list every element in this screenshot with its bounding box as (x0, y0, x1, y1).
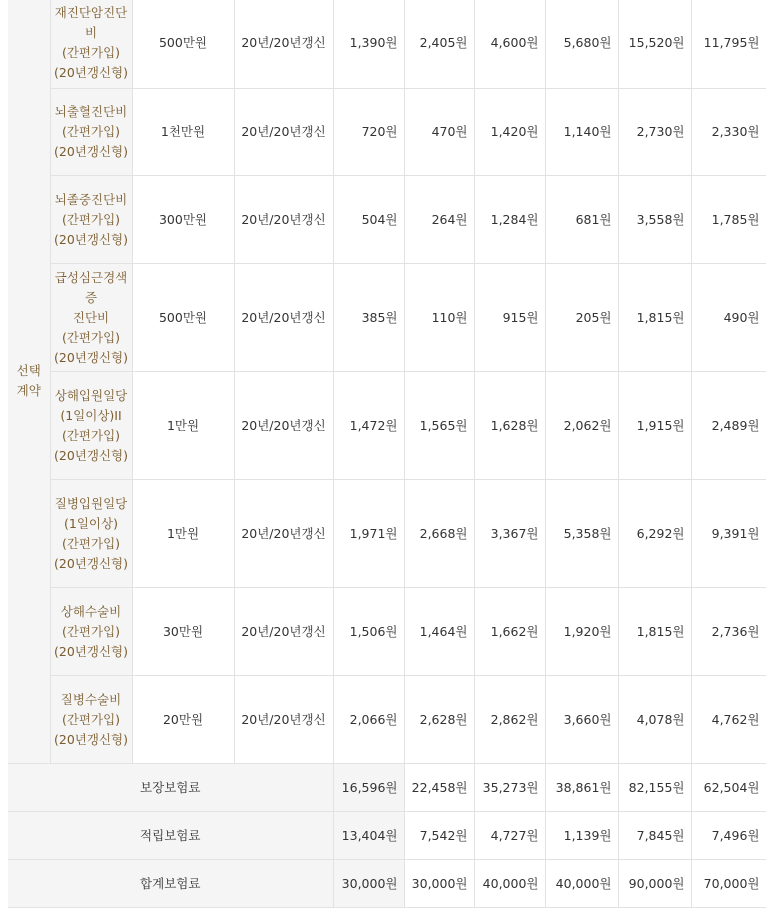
premium-value-cell: 2,730원 (618, 89, 691, 176)
text-line: (20년갱신형) (54, 349, 128, 365)
summary-label-cell: 적립보험료 (8, 812, 333, 860)
premium-value-cell: 681원 (545, 176, 618, 264)
summary-value-cell: 40,000원 (474, 860, 545, 908)
text-line: (20년갱신형) (54, 447, 128, 463)
text-line: 급성심근경색증 (54, 269, 128, 305)
summary-value-cell: 90,000원 (618, 860, 691, 908)
premium-value-cell: 720원 (333, 89, 404, 176)
summary-value-cell: 7,845원 (618, 812, 691, 860)
coverage-period-cell: 20년/20년갱신 (234, 588, 333, 676)
table-row (8, 676, 766, 764)
summary-value-cell: 30,000원 (333, 860, 404, 908)
text-line: (20년갱신형) (54, 643, 128, 659)
premium-value-cell: 1,506원 (333, 588, 404, 676)
text-line: 뇌출혈진단비 (54, 104, 128, 119)
premium-value-cell: 2,862원 (474, 676, 545, 764)
summary-value-cell: 38,861원 (545, 764, 618, 812)
premium-value-cell: 2,668원 (404, 480, 474, 588)
summary-value-cell: 1,139원 (545, 812, 618, 860)
text-line: (간편가입) (61, 623, 121, 639)
text-line: (간편가입) (61, 211, 121, 227)
summary-value-cell: 22,458원 (404, 764, 474, 812)
coverage-amount-cell: 300만원 (132, 176, 234, 264)
premium-value-cell: 1,472원 (333, 372, 404, 480)
summary-value-cell: 7,496원 (691, 812, 766, 860)
text-line: 질병입원일당 (54, 495, 128, 511)
group-label-cell (8, 0, 50, 764)
premium-value-cell: 15,520원 (618, 0, 691, 89)
coverage-name-cell (50, 676, 132, 764)
text-line: (20년갱신형) (54, 231, 128, 247)
premium-value-cell: 4,600원 (474, 0, 545, 89)
text-line: (간편가입) (61, 124, 121, 139)
text-line: (20년갱신형) (54, 731, 128, 747)
coverage-period-cell: 20년/20년갱신 (234, 176, 333, 264)
premium-value-cell: 5,680원 (545, 0, 618, 89)
table-row (8, 89, 766, 176)
text-line: 뇌졸중진단비 (54, 191, 128, 207)
premium-value-cell: 2,489원 (691, 372, 766, 480)
premium-value-cell: 6,292원 (618, 480, 691, 588)
coverage-period-cell: 20년/20년갱신 (234, 0, 333, 89)
premium-value-cell: 915원 (474, 264, 545, 372)
summary-value-cell: 40,000원 (545, 860, 618, 908)
coverage-amount-cell: 20만원 (132, 676, 234, 764)
premium-value-cell: 1,915원 (618, 372, 691, 480)
premium-value-cell: 490원 (691, 264, 766, 372)
premium-value-cell: 11,795원 (691, 0, 766, 89)
text-line: (간편가입) (61, 427, 121, 443)
premium-value-cell: 385원 (333, 264, 404, 372)
coverage-period-cell: 20년/20년갱신 (234, 480, 333, 588)
summary-value-cell: 4,727원 (474, 812, 545, 860)
coverage-period-cell: 20년/20년갱신 (234, 264, 333, 372)
premium-value-cell: 2,736원 (691, 588, 766, 676)
premium-value-cell: 1,815원 (618, 264, 691, 372)
text-line: 질병수술비 (60, 691, 122, 707)
text-line: (20년갱신형) (54, 65, 128, 80)
text-line: 상해수술비 (60, 603, 122, 619)
coverage-name-cell (50, 372, 132, 480)
premium-value-cell: 2,405원 (404, 0, 474, 89)
text-line: (1일이상)II (60, 407, 122, 423)
premium-value-cell: 110원 (404, 264, 474, 372)
premium-value-cell: 2,062원 (545, 372, 618, 480)
summary-value-cell: 82,155원 (618, 764, 691, 812)
coverage-amount-cell: 30만원 (132, 588, 234, 676)
summary-value-cell: 13,404원 (333, 812, 404, 860)
premium-value-cell: 264원 (404, 176, 474, 264)
premium-value-cell: 1,971원 (333, 480, 404, 588)
premium-value-cell: 4,078원 (618, 676, 691, 764)
premium-table (8, 0, 766, 908)
coverage-amount-cell: 1천만원 (132, 89, 234, 176)
summary-value-cell: 7,542원 (404, 812, 474, 860)
coverage-period-cell: 20년/20년갱신 (234, 89, 333, 176)
table-row (8, 176, 766, 264)
premium-value-cell: 205원 (545, 264, 618, 372)
coverage-amount-cell: 500만원 (132, 264, 234, 372)
premium-value-cell: 1,628원 (474, 372, 545, 480)
coverage-name-cell (50, 176, 132, 264)
summary-label-cell: 보장보험료 (8, 764, 333, 812)
summary-value-cell: 16,596원 (333, 764, 404, 812)
coverage-amount-cell: 500만원 (132, 0, 234, 89)
table-row (8, 264, 766, 372)
text-line: 재진단암진단비 (54, 5, 128, 40)
premium-value-cell: 1,662원 (474, 588, 545, 676)
premium-value-cell: 9,391원 (691, 480, 766, 588)
summary-row (8, 764, 766, 812)
coverage-period-cell: 20년/20년갱신 (234, 676, 333, 764)
premium-table-body (8, 0, 766, 908)
premium-value-cell: 1,920원 (545, 588, 618, 676)
coverage-name-cell (50, 89, 132, 176)
premium-value-cell: 2,066원 (333, 676, 404, 764)
coverage-name-cell (50, 264, 132, 372)
text-line: (20년갱신형) (54, 144, 128, 159)
premium-value-cell: 1,140원 (545, 89, 618, 176)
text-line: (1일이상) (64, 515, 118, 531)
summary-label-cell: 합계보험료 (8, 860, 333, 908)
coverage-period-cell: 20년/20년갱신 (234, 372, 333, 480)
premium-value-cell: 4,762원 (691, 676, 766, 764)
text-line: (20년갱신형) (54, 555, 128, 571)
text-line: (간편가입) (61, 711, 121, 727)
coverage-name-cell (50, 588, 132, 676)
text-line: 상해입원일당 (54, 387, 128, 403)
text-line: 선택 (16, 362, 41, 378)
summary-row (8, 860, 766, 908)
text-line: (간편가입) (61, 329, 121, 345)
table-row (8, 588, 766, 676)
text-line: 진단비 (72, 309, 110, 325)
coverage-amount-cell: 1만원 (132, 372, 234, 480)
premium-value-cell: 5,358원 (545, 480, 618, 588)
premium-value-cell: 1,785원 (691, 176, 766, 264)
summary-value-cell: 70,000원 (691, 860, 766, 908)
table-row (8, 0, 766, 89)
premium-value-cell: 1,815원 (618, 588, 691, 676)
premium-value-cell: 3,558원 (618, 176, 691, 264)
premium-value-cell: 1,565원 (404, 372, 474, 480)
premium-value-cell: 1,464원 (404, 588, 474, 676)
premium-value-cell: 504원 (333, 176, 404, 264)
premium-value-cell: 1,284원 (474, 176, 545, 264)
premium-value-cell: 470원 (404, 89, 474, 176)
premium-value-cell: 1,390원 (333, 0, 404, 89)
premium-value-cell: 2,628원 (404, 676, 474, 764)
text-line: (간편가입) (61, 45, 121, 60)
summary-row (8, 812, 766, 860)
coverage-name-cell (50, 0, 132, 89)
summary-value-cell: 30,000원 (404, 860, 474, 908)
coverage-name-cell (50, 480, 132, 588)
summary-value-cell: 62,504원 (691, 764, 766, 812)
coverage-amount-cell: 1만원 (132, 480, 234, 588)
table-row (8, 480, 766, 588)
text-line: 계약 (16, 382, 41, 398)
premium-value-cell: 3,660원 (545, 676, 618, 764)
premium-value-cell: 2,330원 (691, 89, 766, 176)
text-line: (간편가입) (61, 535, 121, 551)
premium-value-cell: 3,367원 (474, 480, 545, 588)
table-row (8, 372, 766, 480)
summary-value-cell: 35,273원 (474, 764, 545, 812)
premium-value-cell: 1,420원 (474, 89, 545, 176)
